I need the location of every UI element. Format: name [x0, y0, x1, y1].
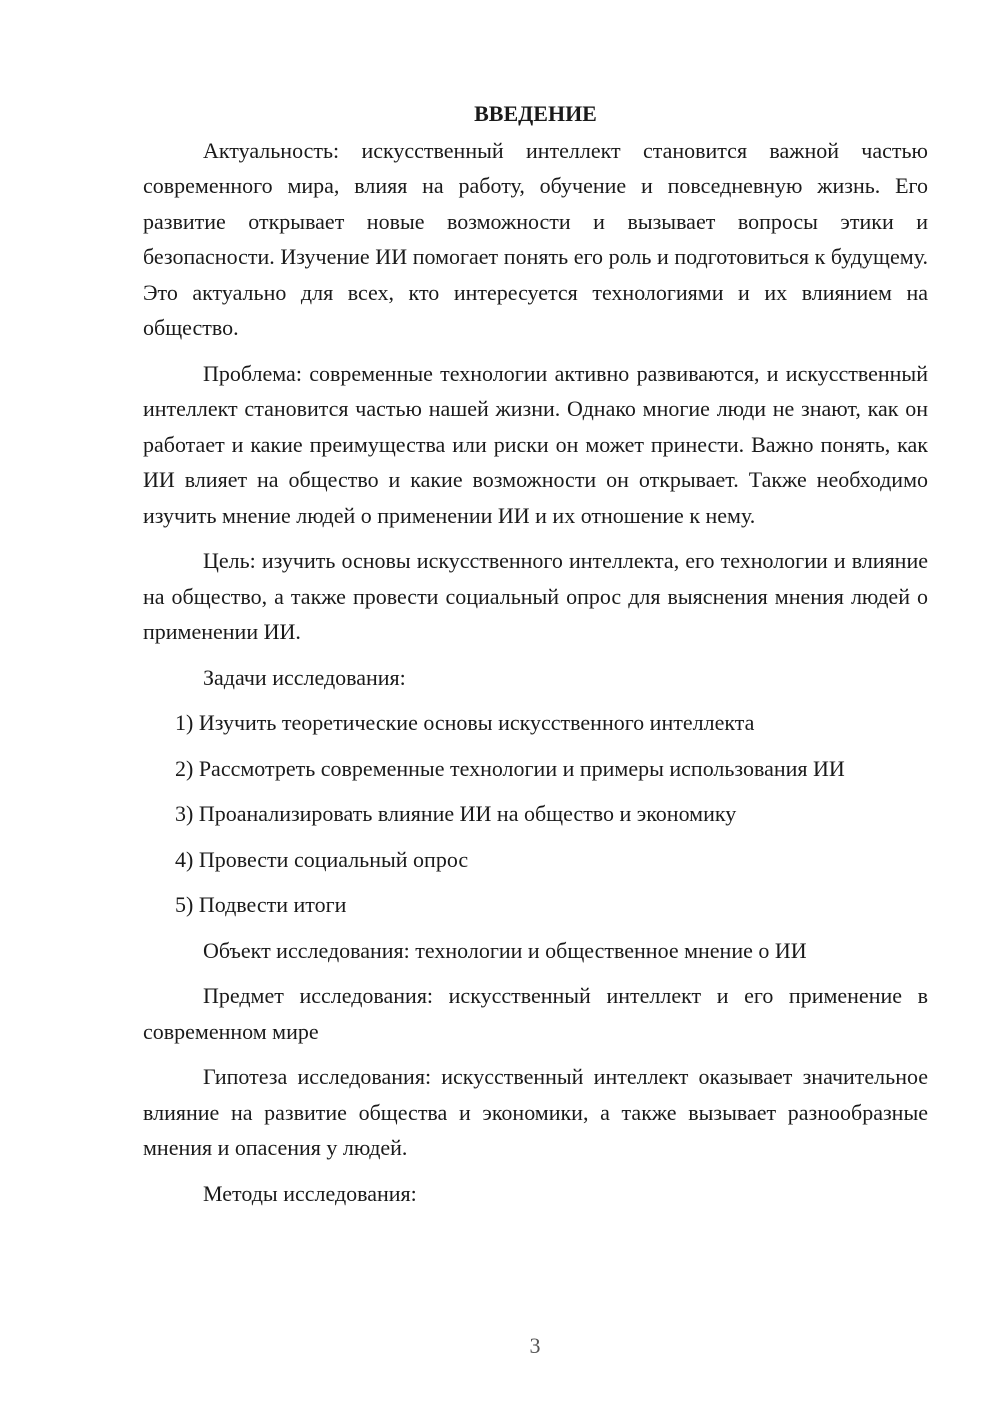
paragraph-tasks-heading: Задачи исследования: [203, 664, 406, 690]
document-page [143, 96, 928, 1221]
section-heading: ВВЕДЕНИЕ [474, 101, 597, 126]
page-number: 3 [529, 1333, 541, 1358]
paragraph-hypothesis: Гипотеза исследования: искусственный интеллект оказывает значительное влияние на развитие общества и экономики, а также вызывает разнообразные мнения и опасения у людей. [143, 1064, 928, 1160]
paragraph-relevance: Актуальность: искусственный интеллект становится важной частью современного мира, влияя на работу, обучение и повседневную жизнь. Его развитие открывает новые возможности и вызывает вопросы этики и безопасности. Изучение ИИ помогает понять его роль и подготовиться к будущему. Это актуально для всех, кто интересуется технологиями и их влиянием на общество. [143, 137, 928, 340]
paragraph-problem: Проблема: современные технологии активно развиваются, и искусственный интеллект становится частью нашей жизни. Однако многие люди не знают, как он работает и какие преимущества или риски он может принести. Важно понять, как ИИ влияет на общество и какие возможности он открывает. Также необходимо изучить мнение людей о применении ИИ и их отношение к нему. [143, 360, 928, 528]
paragraph-goal: Цель: изучить основы искусственного интеллекта, его технологии и влияние на общество, а также провести социальный опрос для выяснения мнения людей о применении ИИ. [143, 548, 928, 644]
list-item-task-4: 4) Провести социальный опрос [175, 846, 469, 872]
list-item-task-1: 1) Изучить теоретические основы искусственного интеллекта [175, 710, 755, 735]
paragraph-methods: Методы исследования: [203, 1180, 417, 1206]
paragraph-object: Объект исследования: технологии и общественное мнение о ИИ [203, 937, 807, 963]
list-item-task-5: 5) Подвести итоги [175, 892, 347, 917]
list-item-task-2: 2) Рассмотреть современные технологии и примеры использования ИИ [175, 755, 845, 781]
list-item-task-3: 3) Проанализировать влияние ИИ на общество и экономику [175, 801, 737, 826]
paragraph-subject: Предмет исследования: искусственный интеллект и его применение в современном мире [143, 983, 928, 1044]
